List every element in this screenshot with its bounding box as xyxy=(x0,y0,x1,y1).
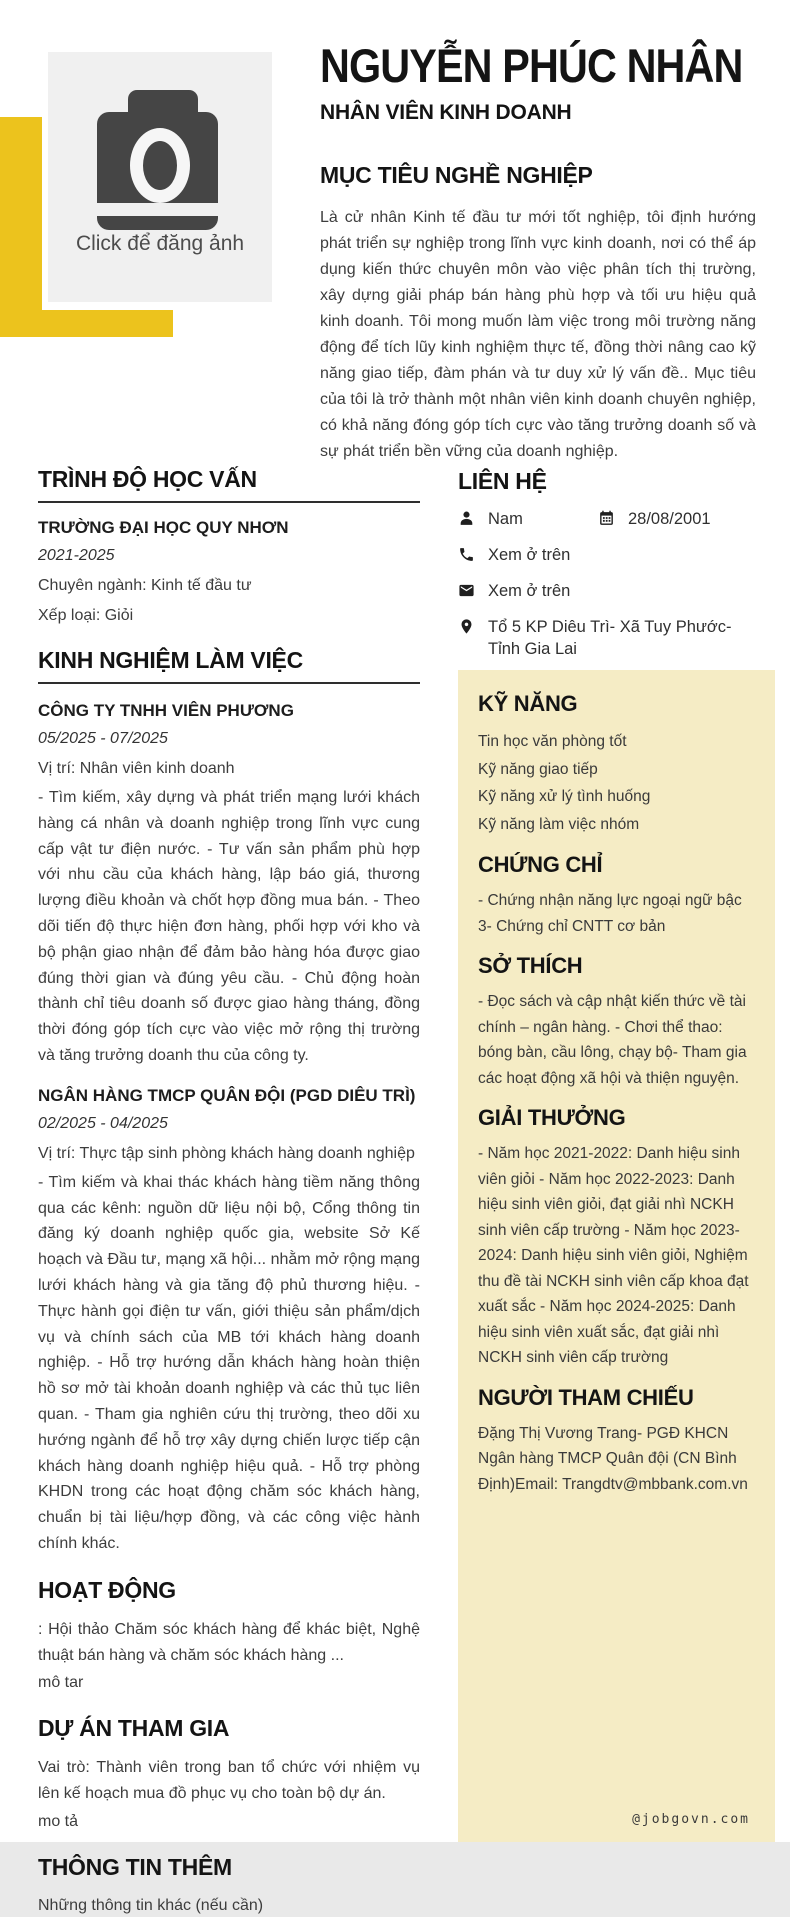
person-icon xyxy=(458,510,475,527)
job-position: Vị trí: Thực tập sinh phòng khách hàng doanh nghiệp xyxy=(38,1144,415,1162)
section-contact xyxy=(458,468,760,660)
watermark: @jobgovn.com xyxy=(632,1812,750,1827)
contact-row-address xyxy=(458,616,760,660)
education-period: 2021-2025 xyxy=(38,547,115,564)
section-activities xyxy=(38,1577,420,1696)
job-position: Vị trí: Nhân viên kinh doanh xyxy=(38,760,235,777)
contact-birthday: 28/08/2001 xyxy=(628,510,711,528)
section-divider xyxy=(38,682,420,684)
references-heading: NGƯỜI THAM CHIẾU xyxy=(478,1384,694,1410)
experience-entry xyxy=(38,1085,420,1557)
job-company: CÔNG TY TNHH VIÊN PHƯƠNG xyxy=(38,701,294,720)
section-skills xyxy=(478,691,753,838)
contact-heading: LIÊN HỆ xyxy=(458,468,547,494)
contact-row-email xyxy=(458,580,760,602)
experience-entry xyxy=(38,700,420,1069)
job-description: - Tìm kiếm, xây dựng và phát triển mạng lưới khách hàng cá nhân và doanh nghiệp trong lĩnh vực cung cấp vật tư điện nước. - Tư vấn sản phẩm phù hợp với nhu cầu của khách hàng, lập báo giá, thương lượng điều khoản và chốt hợp đồng mua bán. - Theo dõi tiến độ thực hiện đơn hàng, phối hợp với kho và bộ phận giao nhận để đảm bảo hàng hóa được giao đúng thời gian và đúng yêu cầu. - Chủ động hoàn thành chỉ tiêu doanh số được giao hàng tháng, đồng thời đóng góp tích cực vào việc mở rộng thị trường và tăng trưởng doanh thu của công ty. xyxy=(38,789,420,1064)
section-objective xyxy=(320,162,756,465)
awards-body: - Năm học 2021-2022: Danh hiệu sinh viên giỏi - Năm học 2022-2023: Danh hiệu sinh viên giỏi, đạt giải nhì NCKH sinh viên cấp trường - Năm học 2023-2024: Danh hiệu sinh viên giỏi, Nghiệm thu đề tài NCKH sinh viên cấp khoa đạt xuất sắc - Năm học 2024-2025: Danh hiệu sinh viên xuất sắc, đạt giải nhì NCKH sinh viên cấp trường xyxy=(478,1145,749,1366)
hobbies-body: - Đọc sách và cập nhật kiến thức về tài chính – ngân hàng. - Chơi thể thao: bóng bàn, cầu lông, chạy bộ- Tham gia các hoạt động xã hội và thiện nguyện. xyxy=(478,993,747,1087)
job-period: 02/2025 - 04/2025 xyxy=(38,1114,168,1132)
contact-row-gender xyxy=(458,508,760,530)
job-period: 05/2025 - 07/2025 xyxy=(38,730,168,747)
projects-description: Vai trò: Thành viên trong ban tổ chức với nhiệm vụ lên kế hoạch mua đồ phục vụ cho toàn bộ dự án. xyxy=(38,1759,420,1803)
activities-heading: HOẠT ĐỘNG xyxy=(38,1576,176,1603)
section-hobbies xyxy=(478,953,753,1091)
section-awards xyxy=(478,1105,753,1371)
calendar-icon xyxy=(598,510,615,527)
section-education xyxy=(38,466,420,627)
certificates-body: - Chứng nhận năng lực ngoại ngữ bậc 3- Chứng chỉ CNTT cơ bản xyxy=(478,892,742,935)
education-grade: Xếp loại: Giỏi xyxy=(38,607,134,624)
skill-item: Kỹ năng làm việc nhóm xyxy=(478,815,640,833)
contact-gender: Nam xyxy=(488,510,523,528)
photo-upload-label[interactable]: Click để đăng ảnh xyxy=(75,232,245,255)
sidebar-panel xyxy=(458,670,775,1842)
section-experience xyxy=(38,647,420,1557)
location-icon xyxy=(458,618,475,635)
projects-heading: DỰ ÁN THAM GIA xyxy=(38,1715,230,1742)
awards-heading: GIẢI THƯỞNG xyxy=(478,1105,626,1130)
section-references xyxy=(478,1385,753,1498)
section-certificates xyxy=(478,852,753,939)
section-additional-info xyxy=(38,1854,420,1917)
contact-address: Tổ 5 KP Diêu Trì- Xã Tuy Phước- Tỉnh Gia Lai xyxy=(488,618,732,658)
objective-heading: MỤC TIÊU NGHỀ NGHIỆP xyxy=(320,162,593,188)
accent-bar-vertical xyxy=(0,117,42,337)
header xyxy=(320,39,760,125)
projects-note: mo tả xyxy=(38,1812,79,1830)
skill-item: Kỹ năng giao tiếp xyxy=(478,760,598,778)
education-major: Chuyên ngành: Kinh tế đầu tư xyxy=(38,577,252,594)
contact-row-phone xyxy=(458,544,760,566)
activities-note: mô tar xyxy=(38,1674,84,1692)
skill-item: Tin học văn phòng tốt xyxy=(478,733,627,750)
section-projects xyxy=(38,1715,420,1834)
candidate-name: NGUYỄN PHÚC NHÂN xyxy=(320,39,743,92)
job-company: NGÂN HÀNG TMCP QUÂN ĐỘI (PGD DIÊU TRÌ) xyxy=(38,1085,416,1105)
hobbies-heading: SỞ THÍCH xyxy=(478,953,583,978)
camera-icon xyxy=(48,52,272,302)
education-school: TRƯỜNG ĐẠI HỌC QUY NHƠN xyxy=(38,518,289,537)
skill-item: Kỹ năng xử lý tình huống xyxy=(478,788,651,805)
photo-upload-area[interactable] xyxy=(48,52,272,302)
candidate-title: NHÂN VIÊN KINH DOANH xyxy=(320,100,572,124)
mail-icon xyxy=(458,582,475,599)
left-column xyxy=(38,466,420,1917)
experience-heading: KINH NGHIỆM LÀM VIỆC xyxy=(38,647,303,673)
phone-icon xyxy=(458,546,475,563)
accent-bar-horizontal xyxy=(0,310,173,337)
references-body: Đặng Thị Vương Trang- PGĐ KHCN Ngân hàng TMCP Quân đội (CN Bình Định)Email: Trangdtv@mbbank.com.vn xyxy=(478,1424,748,1493)
education-heading: TRÌNH ĐỘ HỌC VẤN xyxy=(38,466,257,492)
certificates-heading: CHỨNG CHỈ xyxy=(478,852,603,877)
contact-birthday-group xyxy=(598,508,711,530)
skills-heading: KỸ NĂNG xyxy=(478,691,578,716)
section-divider xyxy=(38,501,420,503)
activities-description: : Hội thảo Chăm sóc khách hàng để khác biệt, Nghệ thuật bán hàng và chăm sóc khách hàng ... xyxy=(38,1620,420,1664)
additional-body: Những thông tin khác (nếu cần) xyxy=(38,1896,264,1914)
contact-email: Xem ở trên xyxy=(488,582,571,600)
contact-phone: Xem ở trên xyxy=(488,546,571,564)
objective-body: Là cử nhân Kinh tế đầu tư mới tốt nghiệp, tôi định hướng phát triển sự nghiệp trong lĩnh vực kinh doanh, nơi có thể áp dụng kiến thức chuyên môn vào việc phân tích thị trường, xây dựng giải pháp bán hàng phù hợp và tối ưu hiệu quả kinh doanh. Tôi mong muốn làm việc trong môi trường năng động để tích lũy kinh nghiệm thực tế, đồng thời nâng cao kỹ năng giao tiếp, đàm phán và tư duy xử lý vấn đề.. Mục tiêu của tôi là trở thành một nhân viên kinh doanh chuyên nghiệp, có khả năng đóng góp tích cực vào tăng trưởng doanh số và sự phát triển bền vững của doanh nghiệp. xyxy=(320,209,756,460)
additional-heading: THÔNG TIN THÊM xyxy=(38,1853,232,1880)
job-description: - Tìm kiếm và khai thác khách hàng tiềm năng thông qua các kênh: nguồn dữ liệu nội bộ, Cổng thông tin đăng ký doanh nghiệp quốc gia, website Sở Kế hoạch và Đầu tư, mạng xã hội... nhằm mở rộng mạng lưới khách hàng và gia tăng độ phủ thương hiệu. - Thực hành gọi điện tư vấn, giới thiệu sản phẩm/dịch vụ và chính sách của MB tới khách hàng doanh nghiệp. - Hỗ trợ hướng dẫn khách hàng hoàn thiện hồ sơ mở tài khoản doanh nghiệp và các thủ tục liên quan. - Tham gia nghiên cứu thị trường, theo dõi xu hướng ngành để hỗ trợ xây dựng chiến lược tiếp cận khách hàng doanh nghiệp hiệu quả. - Hỗ trợ phòng KHDN trong các hoạt động chăm sóc khách hàng, chuẩn bị tài liệu/hợp đồng, và các công việc hành chính khác. xyxy=(38,1173,420,1552)
